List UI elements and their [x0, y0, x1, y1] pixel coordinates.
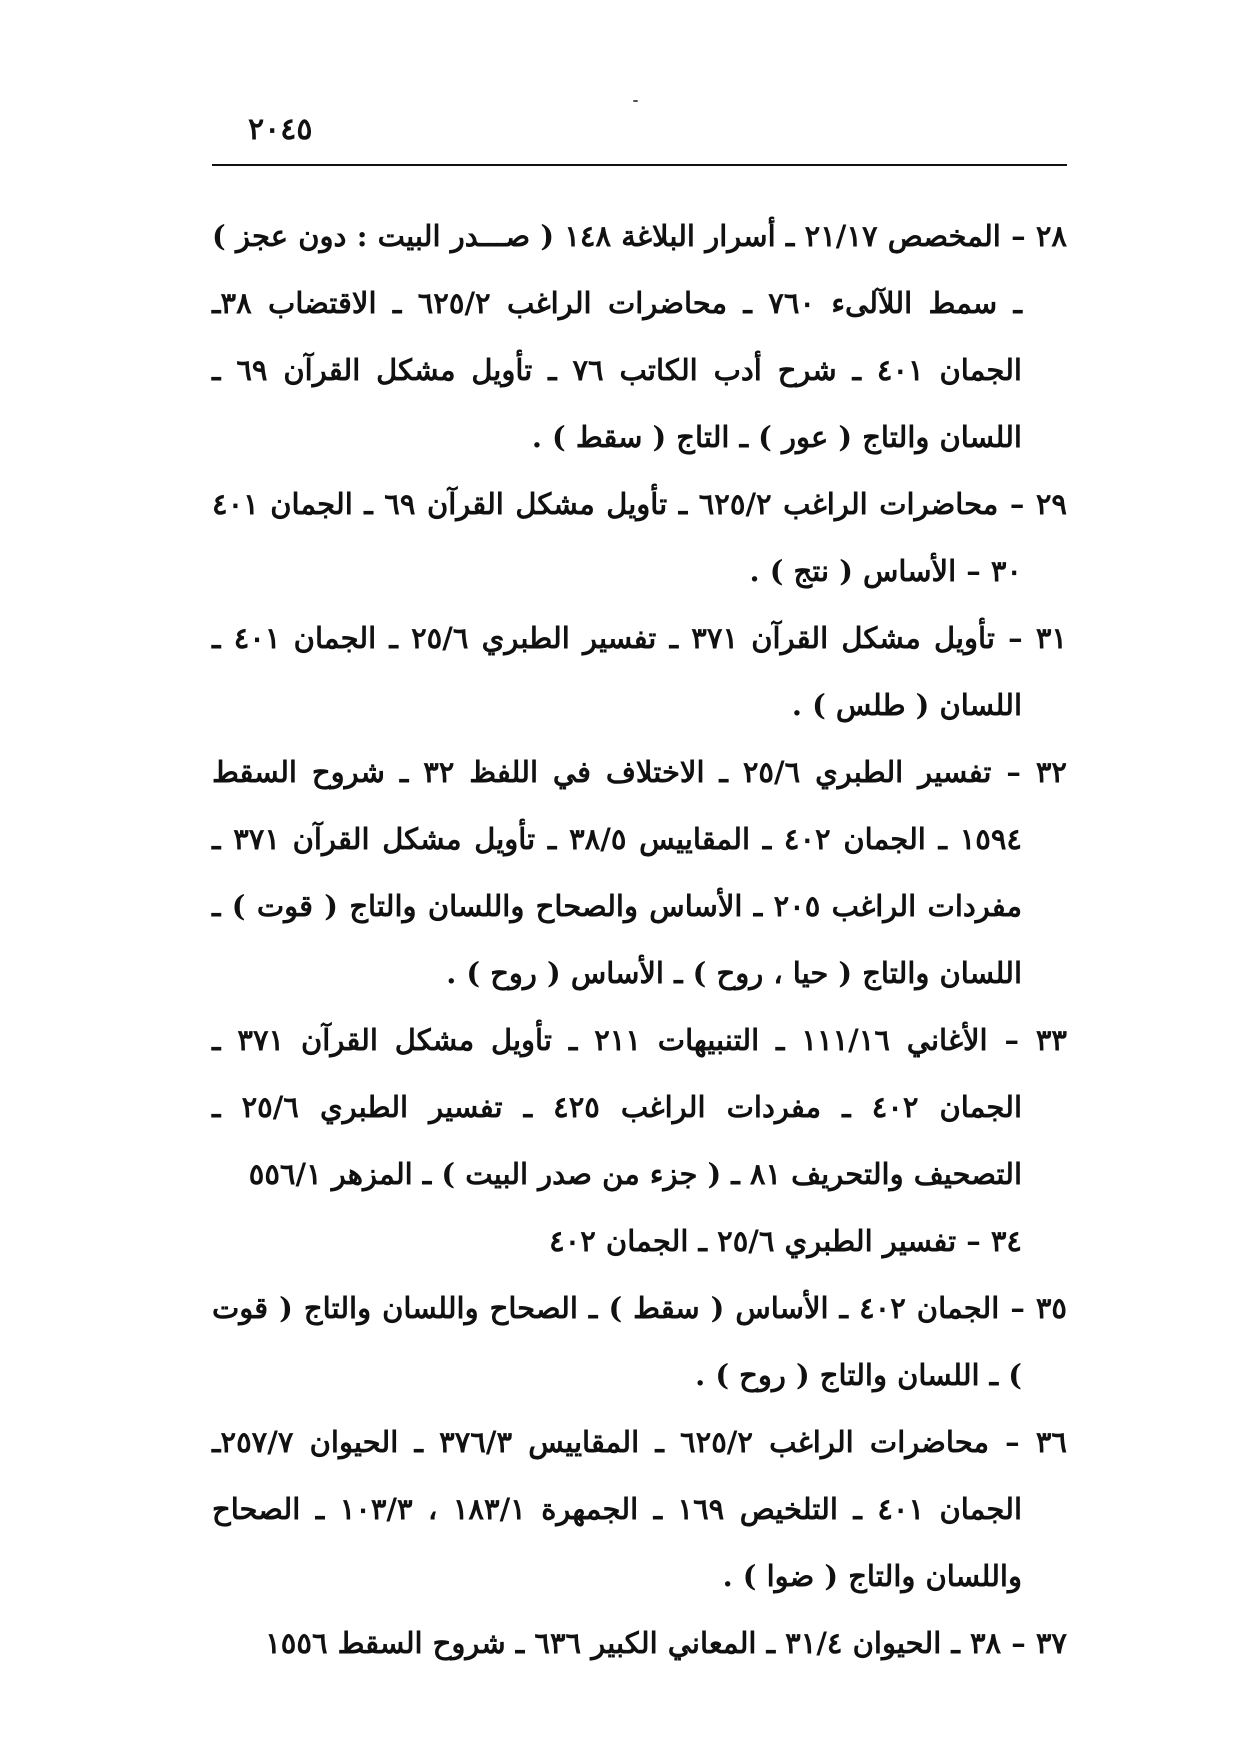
scan-speck	[633, 100, 638, 102]
header-rule	[212, 164, 1067, 166]
footnotes-body	[212, 203, 1067, 1677]
footnote-entry-29-30: ٢٩ – محاضرات الراغب ٦٢٥/٢ ـ تأويل مشكل القرآن ٦٩ ـ الجمان ٤٠١ ٣٠ – الأساس ( نتج ) .	[212, 487, 1067, 588]
footnote-entry-33: ٣٣ – الأغاني ١١١/١٦ ـ التنبيهات ٢١١ ـ تأويل مشكل القرآن ٣٧١ ـ الجمان ٤٠٢ ـ مفردات الراغب ٤٢٥ ـ تفسير الطبري ٢٥/٦ ـ التصحيف والتحريف ٨١ ـ ( جزء من صدر البيت ) ـ المزهر ٥٥٦/١	[212, 1023, 1067, 1191]
footnote-entry-35: ٣٥ – الجمان ٤٠٢ ـ الأساس ( سقط ) ـ الصحاح واللسان والتاج ( قوت ) ـ اللسان والتاج ( روح ) .	[212, 1291, 1067, 1392]
page-number: ٢٠٤٥	[248, 112, 313, 147]
footnote-entry-36: ٣٦ – محاضرات الراغب ٦٢٥/٢ ـ المقاييس ٣٧٦/٣ ـ الحيوان ٢٥٧/٧ـ الجمان ٤٠١ ـ التلخيص ١٦٩ ـ الجمهرة ١٨٣/١ ، ١٠٣/٣ ـ الصحاح واللسان والتاج ( ضوا ) .	[212, 1425, 1067, 1593]
footnote-entry-34: ٣٤ – تفسير الطبري ٢٥/٦ ـ الجمان ٤٠٢	[549, 1224, 1022, 1258]
footnote-entry-32: ٣٢ – تفسير الطبري ٢٥/٦ ـ الاختلاف في اللفظ ٣٢ ـ شروح السقط ١٥٩٤ ـ الجمان ٤٠٢ ـ المقاييس ٣٨/٥ ـ تأويل مشكل القرآن ٣٧١ ـ مفردات الراغب ٢٠٥ ـ الأساس والصحاح واللسان والتاج ( قوت ) ـ اللسان والتاج ( حيا ، روح ) ـ الأساس ( روح ) .	[212, 755, 1067, 990]
footnote-entry-28: ٢٨ – المخصص ٢١/١٧ ـ أسرار البلاغة ١٤٨ ( صـــدر البيت : دون عجز ) ـ سمط اللآلىء ٧٦٠ ـ محاضرات الراغب ٦٢٥/٢ ـ الاقتضاب ٣٨ـ الجمان ٤٠١ ـ شرح أدب الكاتب ٧٦ ـ تأويل مشكل القرآن ٦٩ ـ اللسان والتاج ( عور ) ـ التاج ( سقط ) .	[212, 219, 1067, 454]
footnote-entry-31: ٣١ – تأويل مشكل القرآن ٣٧١ ـ تفسير الطبري ٢٥/٦ ـ الجمان ٤٠١ ـ اللسان ( طلس ) .	[212, 621, 1068, 722]
footnote-entry-37-38: ٣٧ – ٣٨ ـ الحيوان ٣١/٤ ـ المعاني الكبير ٦٣٦ ـ شروح السقط ١٥٥٦	[265, 1626, 1067, 1660]
